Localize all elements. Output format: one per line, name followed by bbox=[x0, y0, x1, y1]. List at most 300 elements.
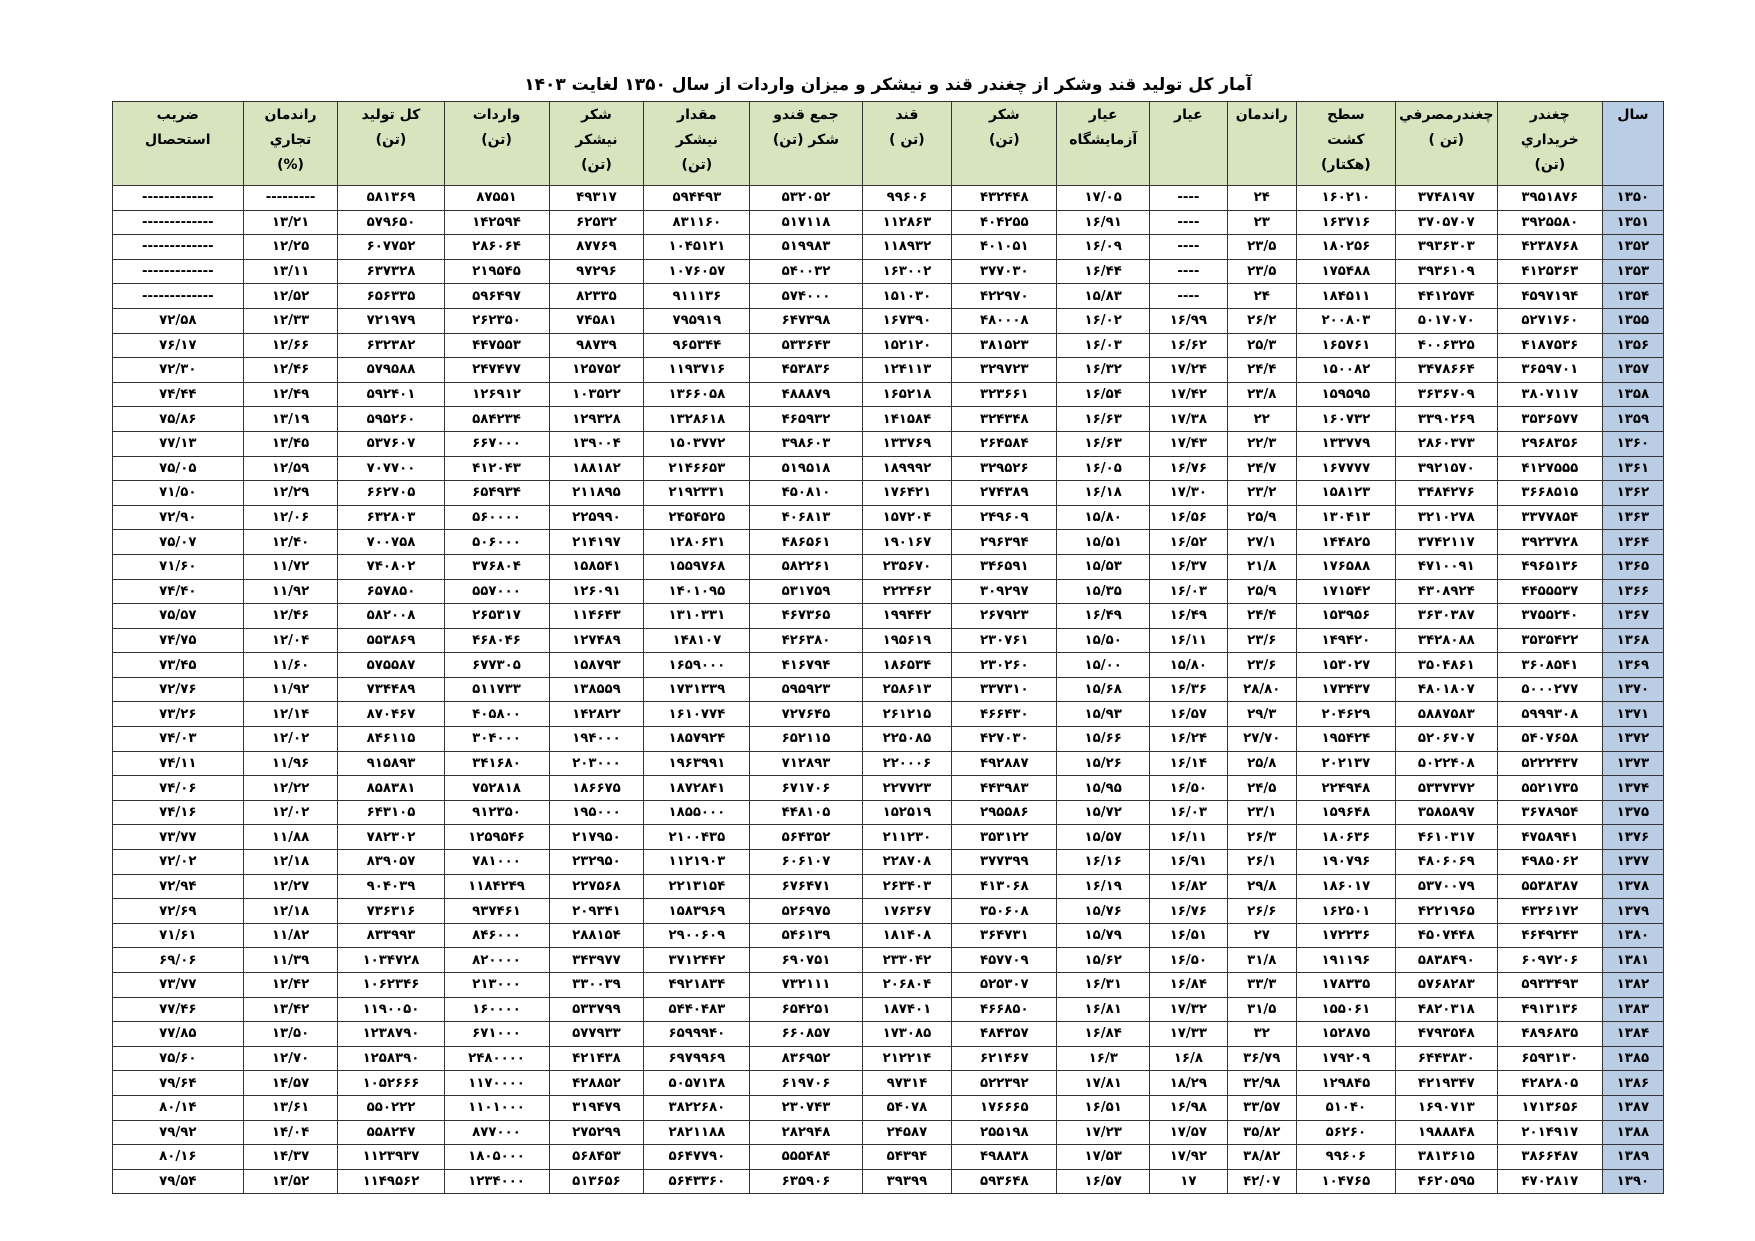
table-cell: ۱۵۳۹۵۶ bbox=[1296, 604, 1395, 629]
table-cell: ۵۳۲۰۵۲ bbox=[750, 186, 862, 211]
table-cell: ۷۳/۲۶ bbox=[113, 702, 244, 727]
table-cell: ۴۹۸۵۰۶۲ bbox=[1497, 850, 1602, 875]
table-cell: ۸۲۳۳۵ bbox=[549, 284, 644, 309]
table-cell: ۴۵۹۷۱۹۴ bbox=[1497, 284, 1602, 309]
table-row bbox=[113, 554, 1664, 579]
table-cell: ۱۴/۰۴ bbox=[243, 1120, 338, 1145]
table-cell: ۲۶/۳ bbox=[1227, 825, 1296, 850]
table-cell: ۱۱۴۶۴۳ bbox=[549, 604, 644, 629]
column-header bbox=[1296, 102, 1395, 186]
table-cell: ۵۳۳۷۳۷۲ bbox=[1395, 776, 1497, 801]
table-cell: ۲۳/۶ bbox=[1227, 628, 1296, 653]
table-cell: ۸۳۹۰۵۷ bbox=[338, 850, 444, 875]
column-header-line: نیشکر bbox=[675, 132, 718, 148]
column-header bbox=[862, 102, 952, 186]
table-cell: ۲۶۱۲۱۵ bbox=[862, 702, 952, 727]
table-row bbox=[113, 1071, 1664, 1096]
table-cell: ۱۱۷۰۰۰۰ bbox=[444, 1071, 549, 1096]
table-cell: ۴۵۰۸۱۰ bbox=[750, 481, 862, 506]
table-cell: ۵۵۷۰۰۰ bbox=[444, 579, 549, 604]
year-cell: ۱۳۵۲ bbox=[1602, 235, 1663, 260]
table-cell: ۸۴۶۰۰۰ bbox=[444, 923, 549, 948]
table-cell: ۱۱۴۹۵۶۲ bbox=[338, 1169, 444, 1194]
table-cell: ۱۴۸۱۰۷ bbox=[644, 628, 750, 653]
table-cell: ۱۵۸۵۴۱ bbox=[549, 554, 644, 579]
table-cell: ۶۳۵۹۰۶ bbox=[750, 1169, 862, 1194]
table-cell: ۲۲۸۷۰۸ bbox=[862, 850, 952, 875]
table-cell: ۱۵/۷۶ bbox=[1057, 899, 1150, 924]
year-cell: ۱۳۸۵ bbox=[1602, 1046, 1663, 1071]
table-cell: ۱۶۳۰۰۲ bbox=[862, 259, 952, 284]
table-cell: ۲۴/۴ bbox=[1227, 358, 1296, 383]
year-cell: ۱۳۶۷ bbox=[1602, 604, 1663, 629]
table-cell: ۲۹۶۸۳۵۶ bbox=[1497, 431, 1602, 456]
table-cell: ۶۳۷۳۲۸ bbox=[338, 259, 444, 284]
table-cell: ۶۷۱۷۰۶ bbox=[750, 776, 862, 801]
table-cell: ---- bbox=[1150, 186, 1227, 211]
table-cell: ۲۶۵۳۱۷ bbox=[444, 604, 549, 629]
table-cell: ۲۸۲۱۱۸۸ bbox=[644, 1120, 750, 1145]
table-cell: ۵۱۳۶۵۶ bbox=[549, 1169, 644, 1194]
table-cell: ۹۶۵۳۴۴ bbox=[644, 333, 750, 358]
column-header-line: راندمان bbox=[1235, 107, 1288, 123]
table-cell: ۱۳۳۷۷۹ bbox=[1296, 431, 1395, 456]
table-row bbox=[113, 235, 1664, 260]
table-cell: ۳۱/۵ bbox=[1227, 997, 1296, 1022]
table-cell: ۱۳/۲۱ bbox=[243, 210, 338, 235]
table-cell: ۱۲/۴۰ bbox=[243, 530, 338, 555]
table-cell: ۹۹۶۰۶ bbox=[862, 186, 952, 211]
table-cell: ۴۰۵۸۰۰ bbox=[444, 702, 549, 727]
table-row bbox=[113, 1120, 1664, 1145]
table-cell: ۵۵۳۸۳۸۷ bbox=[1497, 874, 1602, 899]
table-cell: ۴۱۳۰۶۸ bbox=[952, 874, 1057, 899]
statistics-table bbox=[112, 101, 1664, 1194]
table-cell: ۱۵۲۱۲۰ bbox=[862, 333, 952, 358]
table-cell: ۳۷۴۸۱۹۷ bbox=[1395, 186, 1497, 211]
table-cell: ۴۱۲۷۵۵۵ bbox=[1497, 456, 1602, 481]
year-cell: ۱۳۸۹ bbox=[1602, 1145, 1663, 1170]
table-cell: ۳۹۲۵۵۸۰ bbox=[1497, 210, 1602, 235]
table-row bbox=[113, 677, 1664, 702]
table-cell: ۲۶۷۹۲۳ bbox=[952, 604, 1057, 629]
table-cell: ۱۶۹۰۷۱۳ bbox=[1395, 1095, 1497, 1120]
table-cell: ۴۲۳۸۷۶۸ bbox=[1497, 235, 1602, 260]
column-header-line: (تن) bbox=[1534, 157, 1566, 173]
table-row bbox=[113, 653, 1664, 678]
table-cell: ۹۳۷۴۶۱ bbox=[444, 899, 549, 924]
table-cell: ۲۶/۲ bbox=[1227, 308, 1296, 333]
table-cell: ۲۲۵۰۸۵ bbox=[862, 727, 952, 752]
table-cell: ۳۵/۸۲ bbox=[1227, 1120, 1296, 1145]
table-cell: ۶۳۲۸۰۳ bbox=[338, 505, 444, 530]
column-header-line: مقدار bbox=[677, 107, 717, 123]
table-row bbox=[113, 259, 1664, 284]
table-cell: ۱۰۴۵۱۲۱ bbox=[644, 235, 750, 260]
table-cell: ۱۷۳۰۸۵ bbox=[862, 1022, 952, 1047]
table-cell: ۸۷۷۰۰۰ bbox=[444, 1120, 549, 1145]
table-row bbox=[113, 825, 1664, 850]
table-cell: ۱۲/۲۵ bbox=[243, 235, 338, 260]
table-cell: ۴۴۸۱۰۵ bbox=[750, 800, 862, 825]
table-cell: ۲۵/۳ bbox=[1227, 333, 1296, 358]
table-cell: ۳۶۶۸۵۱۵ bbox=[1497, 481, 1602, 506]
table-cell: ۱۶/۹۹ bbox=[1150, 308, 1227, 333]
column-header bbox=[1395, 102, 1497, 186]
table-cell: ۱۶/۸۱ bbox=[1057, 997, 1150, 1022]
table-cell: ۴۹۸۸۳۸ bbox=[952, 1145, 1057, 1170]
table-cell: ۲۳ bbox=[1227, 210, 1296, 235]
table-cell: ۷۹/۵۴ bbox=[113, 1169, 244, 1194]
table-cell: ۴۲۸۲۸۰۵ bbox=[1497, 1071, 1602, 1096]
table-cell: ۳۵۳۵۴۲۲ bbox=[1497, 628, 1602, 653]
table-cell: ۱۲/۴۲ bbox=[243, 973, 338, 998]
table-cell: ۳۶/۷۹ bbox=[1227, 1046, 1296, 1071]
table-cell: ۲۳/۵ bbox=[1227, 259, 1296, 284]
table-cell: ۱۳۰۴۱۳ bbox=[1296, 505, 1395, 530]
table-row bbox=[113, 997, 1664, 1022]
year-cell: ۱۳۸۴ bbox=[1602, 1022, 1663, 1047]
table-cell: ۱۱/۸۲ bbox=[243, 923, 338, 948]
table-cell: ---- bbox=[1150, 235, 1227, 260]
table-cell: ۳۹۸۶۰۳ bbox=[750, 431, 862, 456]
table-cell: ۴۸۴۳۵۷ bbox=[952, 1022, 1057, 1047]
table-cell: ۱۱/۹۲ bbox=[243, 579, 338, 604]
table-cell: ۱۶/۰۳ bbox=[1150, 800, 1227, 825]
table-cell: ۷۲/۰۲ bbox=[113, 850, 244, 875]
table-cell: ۱۳۲۸۶۱۸ bbox=[644, 407, 750, 432]
table-cell: ۱۷۶۳۶۷ bbox=[862, 899, 952, 924]
table-cell: ۱۶۵۹۰۰۰ bbox=[644, 653, 750, 678]
table-cell: ۲۵/۹ bbox=[1227, 579, 1296, 604]
year-cell: ۱۳۹۰ bbox=[1602, 1169, 1663, 1194]
year-cell: ۱۳۶۵ bbox=[1602, 554, 1663, 579]
table-cell: ۵۴۶۱۳۹ bbox=[750, 923, 862, 948]
table-cell: ۱۲۹۳۲۸ bbox=[549, 407, 644, 432]
table-cell: ۱۵۷۲۰۴ bbox=[862, 505, 952, 530]
table-cell: ۲۴۵۸۷ bbox=[862, 1120, 952, 1145]
table-cell: ---- bbox=[1150, 210, 1227, 235]
column-header-line: عیار bbox=[1174, 107, 1203, 123]
table-cell: ۷۴/۴۴ bbox=[113, 382, 244, 407]
table-cell: ۱۱۰۱۰۰۰ bbox=[444, 1095, 549, 1120]
table-cell: ۲۷/۷۰ bbox=[1227, 727, 1296, 752]
table-cell: ۵۲۵۳۰۷ bbox=[952, 973, 1057, 998]
table-cell: ۱۲۶۹۱۲ bbox=[444, 382, 549, 407]
table-cell: ۷۲۱۹۷۹ bbox=[338, 308, 444, 333]
table-cell: ۱۷/۳۰ bbox=[1150, 481, 1227, 506]
table-cell: ۴۹۲۱۸۳۴ bbox=[644, 973, 750, 998]
table-cell: ۴۷۱۰۰۹۱ bbox=[1395, 554, 1497, 579]
table-cell: ۱۹۰۱۶۷ bbox=[862, 530, 952, 555]
table-row bbox=[113, 456, 1664, 481]
table-cell: ۲۹۶۳۹۴ bbox=[952, 530, 1057, 555]
table-cell: ۵۹۹۹۳۰۸ bbox=[1497, 702, 1602, 727]
table-cell: ۵۱۷۱۱۸ bbox=[750, 210, 862, 235]
year-cell: ۱۳۸۲ bbox=[1602, 973, 1663, 998]
column-header-line: شکر bbox=[989, 107, 1020, 123]
table-cell: ۱۲۸۰۶۳۱ bbox=[644, 530, 750, 555]
table-cell: ۷۳۴۴۸۹ bbox=[338, 677, 444, 702]
table-cell: ۱۵۲۵۱۹ bbox=[862, 800, 952, 825]
table-cell: ۱۶۳۷۱۶ bbox=[1296, 210, 1395, 235]
table-cell: ۳۷۵۵۲۴۰ bbox=[1497, 604, 1602, 629]
table-cell: ۵۴۰۷۶۵۸ bbox=[1497, 727, 1602, 752]
table-cell: ۵۲۲۳۹۲ bbox=[952, 1071, 1057, 1096]
table-cell: ۳۹۲۳۷۲۸ bbox=[1497, 530, 1602, 555]
table-cell: ۲۱۴۱۹۷ bbox=[549, 530, 644, 555]
table-cell: ۴۶۵۹۳۲ bbox=[750, 407, 862, 432]
table-cell: ۶۰۷۷۵۲ bbox=[338, 235, 444, 260]
table-cell: ۱۲۷۴۸۹ bbox=[549, 628, 644, 653]
table-cell: ۲۳۵۶۷۰ bbox=[862, 554, 952, 579]
table-cell: ۶۵۶۳۳۵ bbox=[338, 284, 444, 309]
table-cell: ۱۳/۱۱ bbox=[243, 259, 338, 284]
table-cell: ۱۳/۴۲ bbox=[243, 997, 338, 1022]
table-cell: ۲۸۸۱۵۴ bbox=[549, 923, 644, 948]
table-cell: ۸۰/۱۶ bbox=[113, 1145, 244, 1170]
table-row bbox=[113, 899, 1664, 924]
table-cell: ۱۶/۴۹ bbox=[1057, 604, 1150, 629]
table-cell: ۱۶۱۰۷۷۴ bbox=[644, 702, 750, 727]
table-cell: ۳۷۱۲۴۴۲ bbox=[644, 948, 750, 973]
table-cell: ۴۷۰۲۸۱۷ bbox=[1497, 1169, 1602, 1194]
table-cell: ۱۲۵۹۵۴۶ bbox=[444, 825, 549, 850]
table-cell: ۱۴۴۸۲۵ bbox=[1296, 530, 1395, 555]
table-cell: ۲۴/۷ bbox=[1227, 456, 1296, 481]
table-cell: ۱۶/۳۲ bbox=[1057, 358, 1150, 383]
table-cell: ۷۹/۶۴ bbox=[113, 1071, 244, 1096]
column-header-line: کل تولید bbox=[361, 107, 421, 123]
table-cell: ۳۷۰۵۷۰۷ bbox=[1395, 210, 1497, 235]
table-cell: ۲۰۹۳۴۱ bbox=[549, 899, 644, 924]
table-cell: ۱۵/۵۷ bbox=[1057, 825, 1150, 850]
table-cell: ۲۷۵۲۹۹ bbox=[549, 1120, 644, 1145]
table-cell: ۳۸۶۶۴۸۷ bbox=[1497, 1145, 1602, 1170]
table-cell: ۶۹/۰۶ bbox=[113, 948, 244, 973]
table-cell: ۱۵۹۶۴۸ bbox=[1296, 800, 1395, 825]
column-header bbox=[243, 102, 338, 186]
table-cell: ۱۶/۵۷ bbox=[1150, 702, 1227, 727]
table-cell: ۵۰۰۰۲۷۷ bbox=[1497, 677, 1602, 702]
table-cell: ۲۴ bbox=[1227, 284, 1296, 309]
table-cell: ۴۸۲۰۳۱۸ bbox=[1395, 997, 1497, 1022]
table-cell: ۶۵۴۲۵۱ bbox=[750, 997, 862, 1022]
table-cell: ۷۲/۷۶ bbox=[113, 677, 244, 702]
table-cell: ۱۶۷۳۹۰ bbox=[862, 308, 952, 333]
table-cell: ۳۷۴۲۱۱۷ bbox=[1395, 530, 1497, 555]
table-row bbox=[113, 727, 1664, 752]
table-cell: ۱۲۶۰۹۱ bbox=[549, 579, 644, 604]
table-cell: ۳۴۲۸۰۸۸ bbox=[1395, 628, 1497, 653]
table-cell: ۷۴/۴۰ bbox=[113, 579, 244, 604]
table-cell: ۳۹۵۱۸۷۶ bbox=[1497, 186, 1602, 211]
table-cell: ۳۰۹۲۹۷ bbox=[952, 579, 1057, 604]
table-cell: ۳۲۹۵۲۶ bbox=[952, 456, 1057, 481]
table-cell: ۱۲/۲۲ bbox=[243, 776, 338, 801]
table-cell: ۱۸/۲۹ bbox=[1150, 1071, 1227, 1096]
table-row bbox=[113, 751, 1664, 776]
table-cell: ۵۸۱۳۶۹ bbox=[338, 186, 444, 211]
table-cell: ۲۵۸۶۱۳ bbox=[862, 677, 952, 702]
table-cell: ۱۶۰۷۳۲ bbox=[1296, 407, 1395, 432]
table-cell: ---- bbox=[1150, 284, 1227, 309]
table-cell: ۷۲۷۶۴۵ bbox=[750, 702, 862, 727]
table-cell: ۷۲/۳۰ bbox=[113, 358, 244, 383]
column-header-line: جمع قندو bbox=[773, 107, 839, 123]
year-cell: ۱۳۵۴ bbox=[1602, 284, 1663, 309]
column-header-line: چغندر bbox=[1529, 107, 1570, 123]
table-cell: ۱۶/۶۳ bbox=[1057, 431, 1150, 456]
table-cell: ------------- bbox=[113, 259, 244, 284]
table-cell: ۲۴۸۰۰۰۰ bbox=[444, 1046, 549, 1071]
table-cell: ۱۲/۰۴ bbox=[243, 628, 338, 653]
table-cell: ۱۶/۱۱ bbox=[1150, 628, 1227, 653]
table-cell: ۷۷/۴۶ bbox=[113, 997, 244, 1022]
column-header bbox=[1227, 102, 1296, 186]
table-cell: ۱۲/۰۶ bbox=[243, 505, 338, 530]
table-row bbox=[113, 382, 1664, 407]
table-cell: ۱۶/۱۹ bbox=[1057, 874, 1150, 899]
table-cell: ۵۷۹۵۸۸ bbox=[338, 358, 444, 383]
year-cell: ۱۳۵۷ bbox=[1602, 358, 1663, 383]
table-cell: ۴۹۲۸۸۷ bbox=[952, 751, 1057, 776]
table-cell: ۱۵/۸۰ bbox=[1057, 505, 1150, 530]
table-cell: ۹۱۵۸۹۳ bbox=[338, 751, 444, 776]
table-cell: ۴۹۳۱۷ bbox=[549, 186, 644, 211]
table-cell: ۹۰۴۰۳۹ bbox=[338, 874, 444, 899]
table-cell: ۳۵۳۱۲۲ bbox=[952, 825, 1057, 850]
table-cell: ۲۵/۸ bbox=[1227, 751, 1296, 776]
table-cell: ۴۵۷۷۰۹ bbox=[952, 948, 1057, 973]
table-row bbox=[113, 1145, 1664, 1170]
table-cell: ۴۱۸۷۵۳۶ bbox=[1497, 333, 1602, 358]
table-cell: ۱۱۸۹۳۲ bbox=[862, 235, 952, 260]
table-row bbox=[113, 874, 1664, 899]
table-cell: ۴۲۲۹۷۰ bbox=[952, 284, 1057, 309]
table-cell: ۳۵۰۶۰۸ bbox=[952, 899, 1057, 924]
table-cell: ۲۴/۵ bbox=[1227, 776, 1296, 801]
table-cell: ۱۷/۳۲ bbox=[1150, 997, 1227, 1022]
table-cell: ۱۲/۱۸ bbox=[243, 899, 338, 924]
table-cell: ۵۹۳۳۴۹۳ bbox=[1497, 973, 1602, 998]
table-cell: ۲۰۳۰۰۰ bbox=[549, 751, 644, 776]
table-cell: ۱۲/۴۹ bbox=[243, 382, 338, 407]
table-row bbox=[113, 973, 1664, 998]
table-cell: ۷۵/۵۷ bbox=[113, 604, 244, 629]
table-cell: ۱۸۰۲۵۶ bbox=[1296, 235, 1395, 260]
table-cell: ۱۱۲۳۹۳۷ bbox=[338, 1145, 444, 1170]
table-cell: ۱۷/۵۷ bbox=[1150, 1120, 1227, 1145]
table-cell: ۵۱۹۹۸۳ bbox=[750, 235, 862, 260]
table-cell: ۱۷/۲۳ bbox=[1057, 1120, 1150, 1145]
year-cell: ۱۳۶۶ bbox=[1602, 579, 1663, 604]
table-cell: ۱۵/۹۵ bbox=[1057, 776, 1150, 801]
table-cell: ۱۹۸۸۸۴۸ bbox=[1395, 1120, 1497, 1145]
table-cell: ۱۵۹۵۹۵ bbox=[1296, 382, 1395, 407]
column-header-line: قند bbox=[895, 107, 919, 123]
table-cell: ۶۵۲۱۱۵ bbox=[750, 727, 862, 752]
table-cell: ۱۸۰۶۳۶ bbox=[1296, 825, 1395, 850]
table-cell: ۱۷۹۲۰۹ bbox=[1296, 1046, 1395, 1071]
table-cell: ۳۶۷۸۹۵۴ bbox=[1497, 800, 1602, 825]
table-cell: ۱۵/۶۶ bbox=[1057, 727, 1150, 752]
table-row bbox=[113, 923, 1664, 948]
column-header bbox=[549, 102, 644, 186]
table-cell: ۴۹۱۳۱۳۶ bbox=[1497, 997, 1602, 1022]
table-cell: ۱۶/۰۲ bbox=[1057, 308, 1150, 333]
table-cell: ۱۱/۹۶ bbox=[243, 751, 338, 776]
table-cell: ۵۳۷۰۰۷۹ bbox=[1395, 874, 1497, 899]
table-cell: ۱۴۲۵۹۴ bbox=[444, 210, 549, 235]
table-cell: ۱۱۲۱۹۰۳ bbox=[644, 850, 750, 875]
column-header bbox=[113, 102, 244, 186]
table-cell: ۲۲۷۷۲۳ bbox=[862, 776, 952, 801]
table-cell: ۱۷/۴۲ bbox=[1150, 382, 1227, 407]
table-cell: ۲۹۰۰۶۰۹ bbox=[644, 923, 750, 948]
table-cell: ۵۲۷۱۷۶۰ bbox=[1497, 308, 1602, 333]
table-cell: ۳۴۷۸۶۶۴ bbox=[1395, 358, 1497, 383]
table-cell: ۱۲/۴۶ bbox=[243, 358, 338, 383]
table-cell: ۱۶۵۷۶۱ bbox=[1296, 333, 1395, 358]
table-cell: ۲۳۳۰۴۲ bbox=[862, 948, 952, 973]
table-cell: ۱۹۵۴۲۴ bbox=[1296, 727, 1395, 752]
table-cell: ۵۴۰۰۳۲ bbox=[750, 259, 862, 284]
table-cell: ۱۲/۵۹ bbox=[243, 456, 338, 481]
table-cell: ۲۴۵۴۵۲۵ bbox=[644, 505, 750, 530]
table-cell: ۶۵۹۳۱۳۰ bbox=[1497, 1046, 1602, 1071]
table-cell: ۲۳۰۲۶۰ bbox=[952, 653, 1057, 678]
year-cell: ۱۳۶۲ bbox=[1602, 481, 1663, 506]
table-cell: ۶۱۹۷۰۶ bbox=[750, 1071, 862, 1096]
table-cell: ۱۶/۵۶ bbox=[1150, 505, 1227, 530]
table-cell: ۱۰۵۲۶۶۶ bbox=[338, 1071, 444, 1096]
table-cell: ۴۴۳۹۸۳ bbox=[952, 776, 1057, 801]
table-cell: ۵۵۲۱۷۳۵ bbox=[1497, 776, 1602, 801]
table-cell: ۴۸۰۱۸۰۷ bbox=[1395, 677, 1497, 702]
table-cell: ۴۸۸۸۷۹ bbox=[750, 382, 862, 407]
table-cell: ۱۶/۷۶ bbox=[1150, 899, 1227, 924]
table-cell: ۲۱۹۵۴۵ bbox=[444, 259, 549, 284]
table-cell: ۱۷/۰۵ bbox=[1057, 186, 1150, 211]
table-cell: ۵۵۳۸۶۹ bbox=[338, 628, 444, 653]
table-cell: ۴۱۲۵۳۶۳ bbox=[1497, 259, 1602, 284]
table-cell: ۱۶۵۲۱۸ bbox=[862, 382, 952, 407]
table-row bbox=[113, 186, 1664, 211]
table-cell: ۴۶۸۰۴۶ bbox=[444, 628, 549, 653]
table-cell: ۵۰۶۰۰۰ bbox=[444, 530, 549, 555]
table-cell: ۵۷۵۵۸۷ bbox=[338, 653, 444, 678]
year-cell: ۱۳۷۰ bbox=[1602, 677, 1663, 702]
column-header-line: خریداري bbox=[1520, 132, 1579, 148]
table-cell: ۱۸۶۰۱۷ bbox=[1296, 874, 1395, 899]
table-cell: ۵۱۰۴۰ bbox=[1296, 1095, 1395, 1120]
table-cell: ۶۵۹۹۹۴۰ bbox=[644, 1022, 750, 1047]
table-cell: ۵۲۰۶۷۰۷ bbox=[1395, 727, 1497, 752]
table-cell: ۱۲۳۴۰۰۰ bbox=[444, 1169, 549, 1194]
year-cell: ۱۳۷۷ bbox=[1602, 850, 1663, 875]
table-row bbox=[113, 850, 1664, 875]
table-cell: ۴۵۳۸۳۶ bbox=[750, 358, 862, 383]
table-cell: ۱۱/۸۸ bbox=[243, 825, 338, 850]
table-cell: ۱۶/۵۷ bbox=[1057, 1169, 1150, 1194]
table-cell: ۱۳/۵۲ bbox=[243, 1169, 338, 1194]
year-cell: ۱۳۸۱ bbox=[1602, 948, 1663, 973]
column-header-line: (تن ) bbox=[889, 132, 925, 148]
table-cell: ۱۶/۶۲ bbox=[1150, 333, 1227, 358]
table-cell: ۴۱۶۷۹۴ bbox=[750, 653, 862, 678]
table-cell: ۱۶/۳۷ bbox=[1150, 554, 1227, 579]
